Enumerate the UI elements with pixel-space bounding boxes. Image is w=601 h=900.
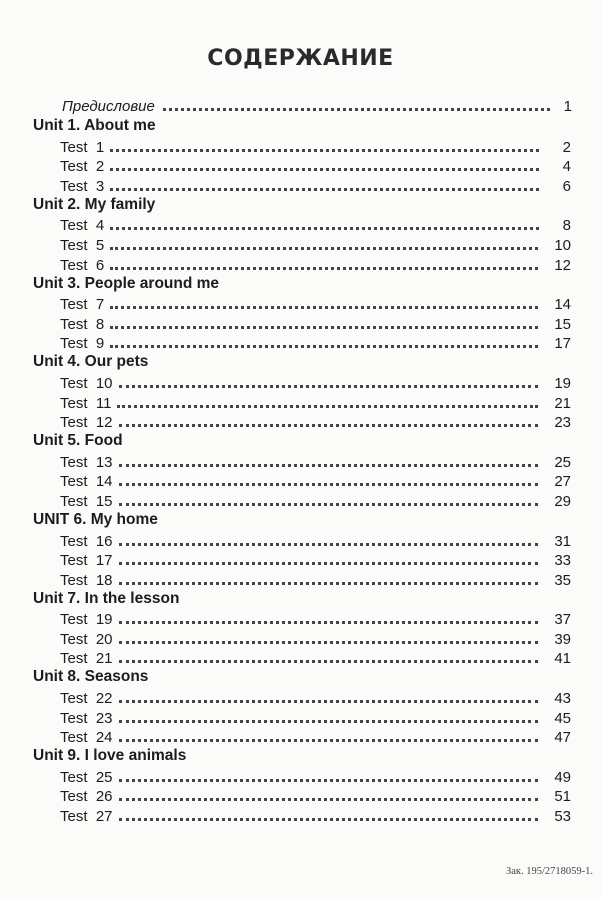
test-label: Test 9 <box>60 335 105 353</box>
test-entry <box>60 471 571 491</box>
dot-leader <box>119 818 539 821</box>
dot-leader <box>119 641 539 644</box>
test-label: Test 19 <box>60 611 113 629</box>
test-label: Test 13 <box>60 453 113 471</box>
test-page-number: 33 <box>554 552 571 570</box>
test-entry <box>60 530 571 550</box>
test-entry <box>60 490 571 510</box>
test-label: Test 25 <box>60 768 113 786</box>
test-page-number: 4 <box>562 158 571 176</box>
test-entry <box>60 707 571 727</box>
test-page-number: 37 <box>554 611 571 629</box>
dot-leader <box>119 385 539 388</box>
test-page-number: 10 <box>554 236 571 254</box>
test-page-number: 6 <box>562 177 571 195</box>
test-page-number: 49 <box>554 768 571 786</box>
test-entry <box>60 333 571 353</box>
test-entry <box>60 786 571 806</box>
dot-leader <box>110 149 539 152</box>
unit-heading: Unit 2. My family <box>33 195 156 213</box>
test-label: Test 21 <box>60 650 113 668</box>
test-entry <box>60 805 571 825</box>
test-label: Test 17 <box>60 552 113 570</box>
test-page-number: 35 <box>554 571 571 589</box>
test-label: Test 24 <box>60 729 113 747</box>
test-label: Test 26 <box>60 788 113 806</box>
dot-leader <box>110 247 538 250</box>
page-title: СОДЕРЖАНИЕ <box>207 46 394 71</box>
test-entry <box>60 294 571 314</box>
test-entry <box>60 727 571 747</box>
test-label: Test 16 <box>60 532 113 550</box>
test-label: Test 2 <box>60 158 105 176</box>
dot-leader <box>110 345 538 348</box>
test-page-number: 17 <box>554 335 571 353</box>
test-page-number: 27 <box>554 473 571 491</box>
dot-leader <box>117 405 538 408</box>
test-entry <box>60 609 571 629</box>
test-entry <box>60 175 571 195</box>
test-label: Test 12 <box>60 414 113 432</box>
preface-label: Предисловие <box>62 98 155 115</box>
test-entry <box>60 451 571 471</box>
preface-page-number: 1 <box>563 98 572 115</box>
unit-heading: Unit 5. Food <box>33 432 123 450</box>
preface-entry <box>62 93 572 115</box>
test-page-number: 2 <box>562 138 571 156</box>
dot-leader <box>110 168 539 171</box>
test-entry <box>60 392 571 412</box>
unit-heading: UNIT 6. My home <box>33 510 158 528</box>
test-label: Test 1 <box>60 138 105 156</box>
test-page-number: 21 <box>554 394 571 412</box>
test-entry <box>60 569 571 589</box>
test-label: Test 4 <box>60 217 105 235</box>
test-page-number: 39 <box>554 630 571 648</box>
test-entry <box>60 372 571 392</box>
dot-leader <box>119 582 539 585</box>
test-page-number: 8 <box>562 217 571 235</box>
test-entry <box>60 313 571 333</box>
dot-leader <box>119 424 539 427</box>
test-page-number: 53 <box>554 808 571 826</box>
test-page-number: 29 <box>554 492 571 510</box>
test-page-number: 12 <box>554 256 571 274</box>
test-label: Test 6 <box>60 256 105 274</box>
test-page-number: 41 <box>554 650 571 668</box>
test-page-number: 19 <box>554 374 571 392</box>
dot-leader <box>119 700 539 703</box>
dot-leader <box>119 483 539 486</box>
test-page-number: 47 <box>554 729 571 747</box>
dot-leader <box>110 306 538 309</box>
test-label: Test 14 <box>60 473 113 491</box>
test-label: Test 22 <box>60 690 113 708</box>
test-label: Test 8 <box>60 315 105 333</box>
test-entry <box>60 156 571 176</box>
unit-heading: Unit 7. In the lesson <box>33 589 180 607</box>
test-label: Test 5 <box>60 236 105 254</box>
dot-leader <box>119 720 539 723</box>
test-entry <box>60 550 571 570</box>
dot-leader <box>163 108 550 111</box>
dot-leader <box>110 227 539 230</box>
test-page-number: 14 <box>554 296 571 314</box>
test-label: Test 23 <box>60 709 113 727</box>
unit-heading: Unit 9. I love animals <box>33 747 187 765</box>
test-page-number: 23 <box>554 414 571 432</box>
dot-leader <box>119 503 539 506</box>
test-entry <box>60 136 571 156</box>
dot-leader <box>119 562 539 565</box>
dot-leader <box>110 188 539 191</box>
test-page-number: 51 <box>554 788 571 806</box>
test-label: Test 10 <box>60 374 113 392</box>
test-entry <box>60 215 571 235</box>
test-page-number: 45 <box>554 709 571 727</box>
test-entry <box>60 412 571 432</box>
unit-heading: Unit 3. People around me <box>33 274 220 292</box>
table-of-contents <box>0 116 601 825</box>
unit-heading: Unit 4. Our pets <box>33 353 149 371</box>
dot-leader <box>119 739 539 742</box>
dot-leader <box>119 543 539 546</box>
test-page-number: 31 <box>554 532 571 550</box>
test-label: Test 15 <box>60 492 113 510</box>
dot-leader <box>119 779 539 782</box>
dot-leader <box>119 660 539 663</box>
test-label: Test 11 <box>60 394 112 412</box>
test-label: Test 20 <box>60 630 113 648</box>
dot-leader <box>110 326 538 329</box>
test-label: Test 3 <box>60 177 105 195</box>
test-entry <box>60 766 571 786</box>
dot-leader <box>119 621 539 624</box>
unit-heading: Unit 1. About me <box>33 117 156 134</box>
test-entry <box>60 687 571 707</box>
test-page-number: 43 <box>554 690 571 708</box>
test-entry <box>60 648 571 668</box>
test-entry <box>60 254 571 274</box>
unit-heading: Unit 8. Seasons <box>33 668 149 686</box>
test-entry <box>60 628 571 648</box>
dot-leader <box>110 267 538 270</box>
test-label: Test 18 <box>60 571 113 589</box>
test-page-number: 25 <box>554 453 571 471</box>
dot-leader <box>119 798 539 801</box>
dot-leader <box>119 464 539 467</box>
test-page-number: 15 <box>554 315 571 333</box>
print-order-number: Зак. 195/2718059-1. <box>505 866 593 877</box>
test-label: Test 27 <box>60 808 113 826</box>
test-entry <box>60 234 571 254</box>
test-label: Test 7 <box>60 296 105 314</box>
